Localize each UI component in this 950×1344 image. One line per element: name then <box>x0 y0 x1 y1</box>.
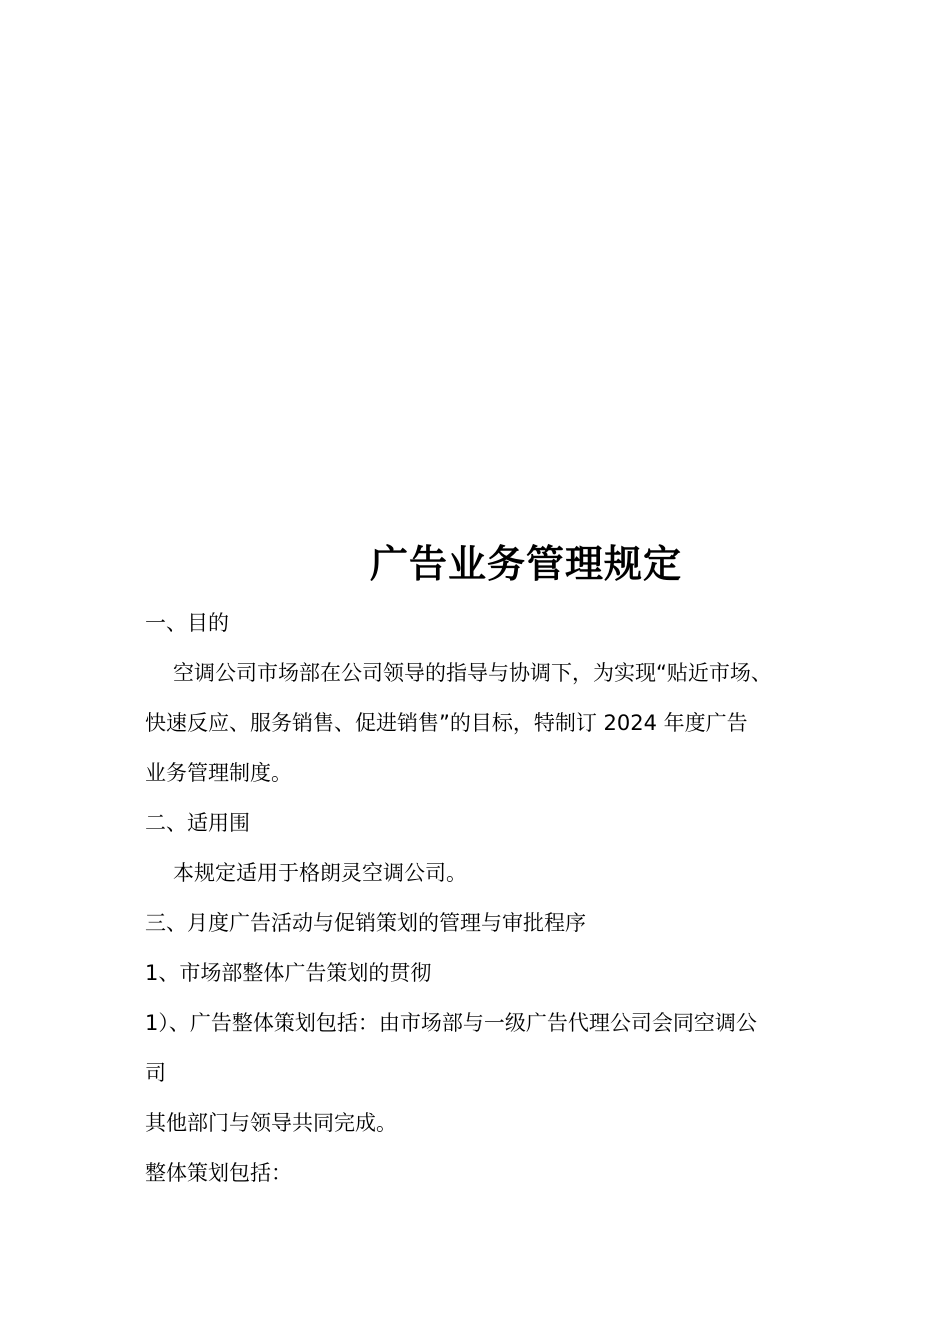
section-heading-scope: 二、适用围 <box>145 811 250 835</box>
paragraph-line: 整体策划包括： <box>145 1161 292 1185</box>
list-item-continuation: 司 <box>145 1061 166 1085</box>
paragraph-line: 快速反应、服务销售、促进销售”的目标，特制订 2024 年度广告 <box>145 711 748 735</box>
paragraph-line: 业务管理制度。 <box>145 761 292 785</box>
subsection-heading: 1、市场部整体广告策划的贯彻 <box>145 961 432 985</box>
document-title: 广告业务管理规定 <box>369 542 682 586</box>
paragraph-line: 本规定适用于格朗灵空调公司。 <box>173 861 467 885</box>
list-item: 1）、广告整体策划包括：由市场部与一级广告代理公司会同空调公 <box>145 1011 757 1035</box>
document-body <box>145 598 825 1198</box>
paragraph-line: 空调公司市场部在公司领导的指导与协调下，为实现“贴近市场、 <box>173 661 772 685</box>
section-heading-procedure: 三、月度广告活动与促销策划的管理与审批程序 <box>145 911 586 935</box>
paragraph-line: 其他部门与领导共同完成。 <box>145 1111 397 1135</box>
section-heading-purpose: 一、目的 <box>145 611 229 635</box>
